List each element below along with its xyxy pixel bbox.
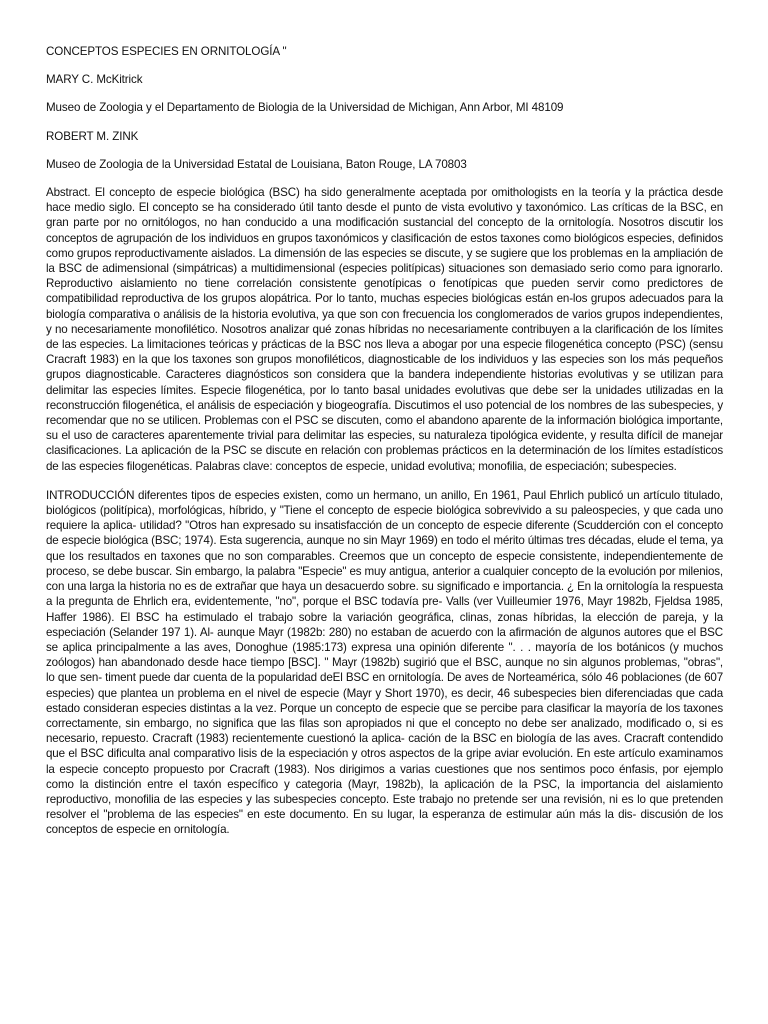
affiliation-1: Museo de Zoologia y el Departamento de Biologia de la Universidad de Michigan, Ann Arbor, MI 48109 <box>46 101 564 115</box>
author-1: MARY C. McKitrick <box>46 73 143 87</box>
abstract-paragraph: Abstract. El concepto de especie biológica (BSC) ha sido generalmente aceptada por omithologists en la teoría y la práctica desde hace medio siglo. El concepto se ha considerado útil tanto desde el punto de vista evolutivo y taxonómico. Las críticas de la BSC, en gran parte por no ornitólogos, no han conducido a una modificación sustancial del concepto de la ornitología. Nosotros discutir los conceptos de agrupación de los individuos en grupos taxonómicos y clasificación de estos taxones como biológicos especies, definidos como grupos reproductivamente aislados. La dimensión de las especies se discute, y se sugiere que los problemas en la ampliación de la BSC de adimensional (simpátricas) a multidimensional (especies politípicas) situaciones son demasiado serio como para ignorarlo. Reproductivo aislamiento no tiene correlación consistente genotípicas o fenotípicas que pueden servir como predictores de compatibilidad reproductiva de los grupos alopátrica. Por lo tanto, muchas especies biológicas están en-los grupos adecuados para la biología comparativa o análisis de la historia evolutiva, ya que son con frecuencia los conglomerados de varios grupos independientes, y no necesariamente monofilético. Nosotros analizar qué zonas híbridas no necesariamente contribuyen a la clarificación de los límites de las especies. La limitaciones teóricas y prácticas de la BSC nos lleva a abogar por una especie filogenética concepto (PSC) (sensu Cracraft 1983) en la que los taxones son grupos monofiléticos, diagnosticable de los individuos y las especies son los más pequeños grupos diagnosticable. Caracteres diagnósticos son considera que la bandera independiente historias evolutivas y se utilizan para delimitar las especies límites. Especie filogenética, por lo tanto basal unidades evolutivas que debe ser la unidades utilizadas en la reconstrucción filogenética, el análisis de especiación y biogeografía. Discutimos el uso potencial de los nombres de las subespecies, y recomendar que no se utilicen. Problemas con el PSC se discuten, como el abandono aparente de la información biológica importante, su el uso de caracteres aparentemente trivial para delimitar las especies, su naturaleza tipológica evidente, y resulta difícil de manejar clasificaciones. La aplicación de la PSC se discute en relación con problemas prácticos en la determinación de los límites estadísticos de las especies filogenéticas. Palabras clave: conceptos de especie, unidad evolutiva; monofilia, de especiación; subespecies. <box>46 186 723 473</box>
introduction-paragraph: INTRODUCCIÓN diferentes tipos de especies existen, como un hermano, un anillo, En 1961, Paul Ehrlich publicó un artículo titulado, biológicos (politípica), morfológicas, híbrido, y "Tiene el concepto de especie biológica sobrevivido a su paleospecies, y que cada uno requiere la aplica- utilidad? "Otros han expresado su insatisfacción de un concepto de especie diferente (Scudderción con el concepto de especie biológica (BSC; 1974). Esta sugerencia, aunque no sin Mayr 1969) en todo el mérito últimas tres décadas, elude el tema, ya que los resultados en taxones que no son comparables. Creemos que un concepto de especie consistente, independientemente de proceso, se debe buscar. Sin embargo, la palabra "Especie" es muy antigua, anterior a cualquier concepto de la evolución por milenios, con una larga la historia no es de extrañar que haya un desacuerdo sobre. su significado e importancia. ¿ En la ornitología la respuesta a la pregunta de Ehrlich era, evidentemente, "no", porque el BSC todavía pre- Valls (ver Vuilleumier 1976, Mayr 1982b, Fjeldsa 1985, Haffer 1986). El BSC ha estimulado el trabajo sobre la variación geográfica, clinas, zonas híbridas, la elección de pareja, y la especiación (Selander 197 1). Al- aunque Mayr (1982b: 280) no estaban de acuerdo con la afirmación de algunos autores que el BSC se aplica principalmente a las aves, Donoghue (1985:173) expresa una opinión diferente ". . . mayoría de los botánicos (y muchos zoólogos) han abandonado desde hace tiempo [BSC]. " Mayr (1982b) sugirió que el BSC, aunque no sin algunos problemas, "obras", lo que sen- timent puede dar cuenta de la popularidad deEl BSC en ornitología. De aves de Norteamérica, sólo 46 poblaciones (de 607 especies) que plantea un problema en el nivel de especie (Mayr y Short 1970), es decir, 46 subespecies bien diferenciadas que cada estado consideran especies distintas a la vez. Porque un concepto de especie que se percibe para clasificar la mayoría de los taxones correctamente, sin embargo, no significa que las filas son apropiados ni que el concepto no debe ser analizado, modificado o, si es necesario, repuesto. Cracraft (1983) recientemente cuestionó la aplica- cación de la BSC en biología de las aves. Cracraft contendido que el BSC dificulta anal comparativo lisis de la especiación y otros aspectos de la gripe aviar evolución. En este artículo examinamos la especie concepto propuesto por Cracraft (1983). Nos dirigimos a varias cuestiones que nos sentimos poco énfasis, por ejemplo como la distinción entre el taxón específico y categoria (Mayr, 1982b), la aplicación de la PSC, la importancia del aislamiento reproductivo, monofilia de las especies y las subespecies concepto. Este trabajo no pretende ser una revisión, ni es lo que pretenden resolver el "problema de las especies" en este documento. En su lugar, la esperanza de estimular aún más la dis- discusión de los conceptos de especie en ornitología. <box>46 488 723 837</box>
document-title: CONCEPTOS ESPECIES EN ORNITOLOGÍA " <box>46 45 287 58</box>
document-page <box>46 44 723 852</box>
affiliation-2: Museo de Zoologia de la Universidad Estatal de Louisiana, Baton Rouge, LA 70803 <box>46 157 467 171</box>
author-2: ROBERT M. ZINK <box>46 129 139 143</box>
